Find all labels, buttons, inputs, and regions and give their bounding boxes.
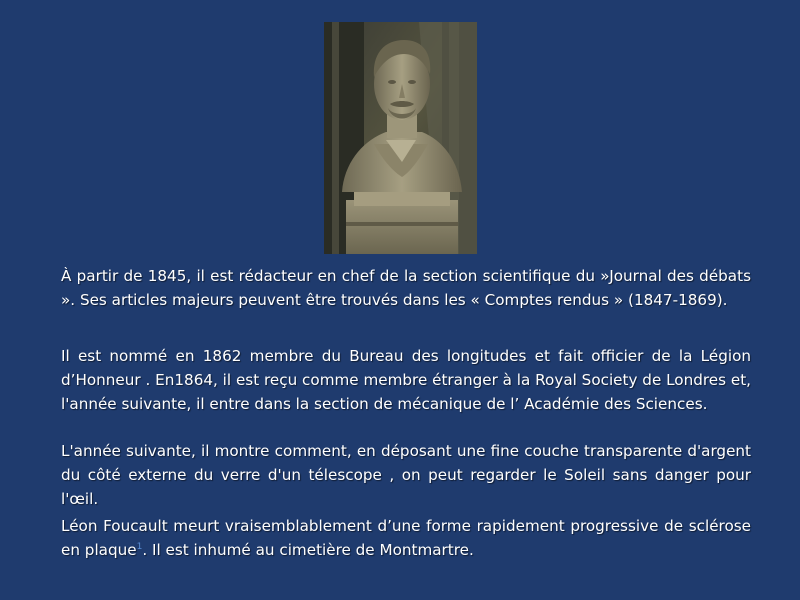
paragraph-4-text-before: Léon Foucault meurt vraisemblablement d’une forme rapidement progressive de sclérose en plaque [61, 517, 751, 559]
paragraph-4-text [61, 514, 751, 562]
paragraph-4-text-after: . Il est inhumé au cimetière de Montmartre. [142, 541, 474, 559]
footnote-link[interactable]: 1 [136, 541, 143, 552]
paragraph-death [61, 514, 751, 562]
bust-sculpture-icon [324, 22, 477, 254]
paragraph-3-text: L'année suivante, il montre comment, en déposant une fine couche transparente d'argent du côté externe du verre d'un télescope , on peut regarder le Soleil sans danger pour l'œil. [61, 442, 751, 508]
paragraph-1-text: À partir de 1845, il est rédacteur en chef de la section scientifique du »Journal des débats ». Ses articles majeurs peuvent être trouvés dans les « Comptes rendus » (1847-1869). [61, 267, 751, 309]
paragraph-journal-des-debats [61, 264, 751, 312]
paragraph-bureau-longitudes [61, 344, 751, 416]
bust-photo [324, 22, 477, 254]
paragraph-telescope [61, 439, 751, 511]
paragraph-2-text: Il est nommé en 1862 membre du Bureau des longitudes et fait officier de la Légion d’Honneur . En1864, il est reçu comme membre étranger à la Royal Society de Londres et, l'année suivante, il entre dans la section de mécanique de l’ Académie des Sciences. [61, 347, 751, 413]
